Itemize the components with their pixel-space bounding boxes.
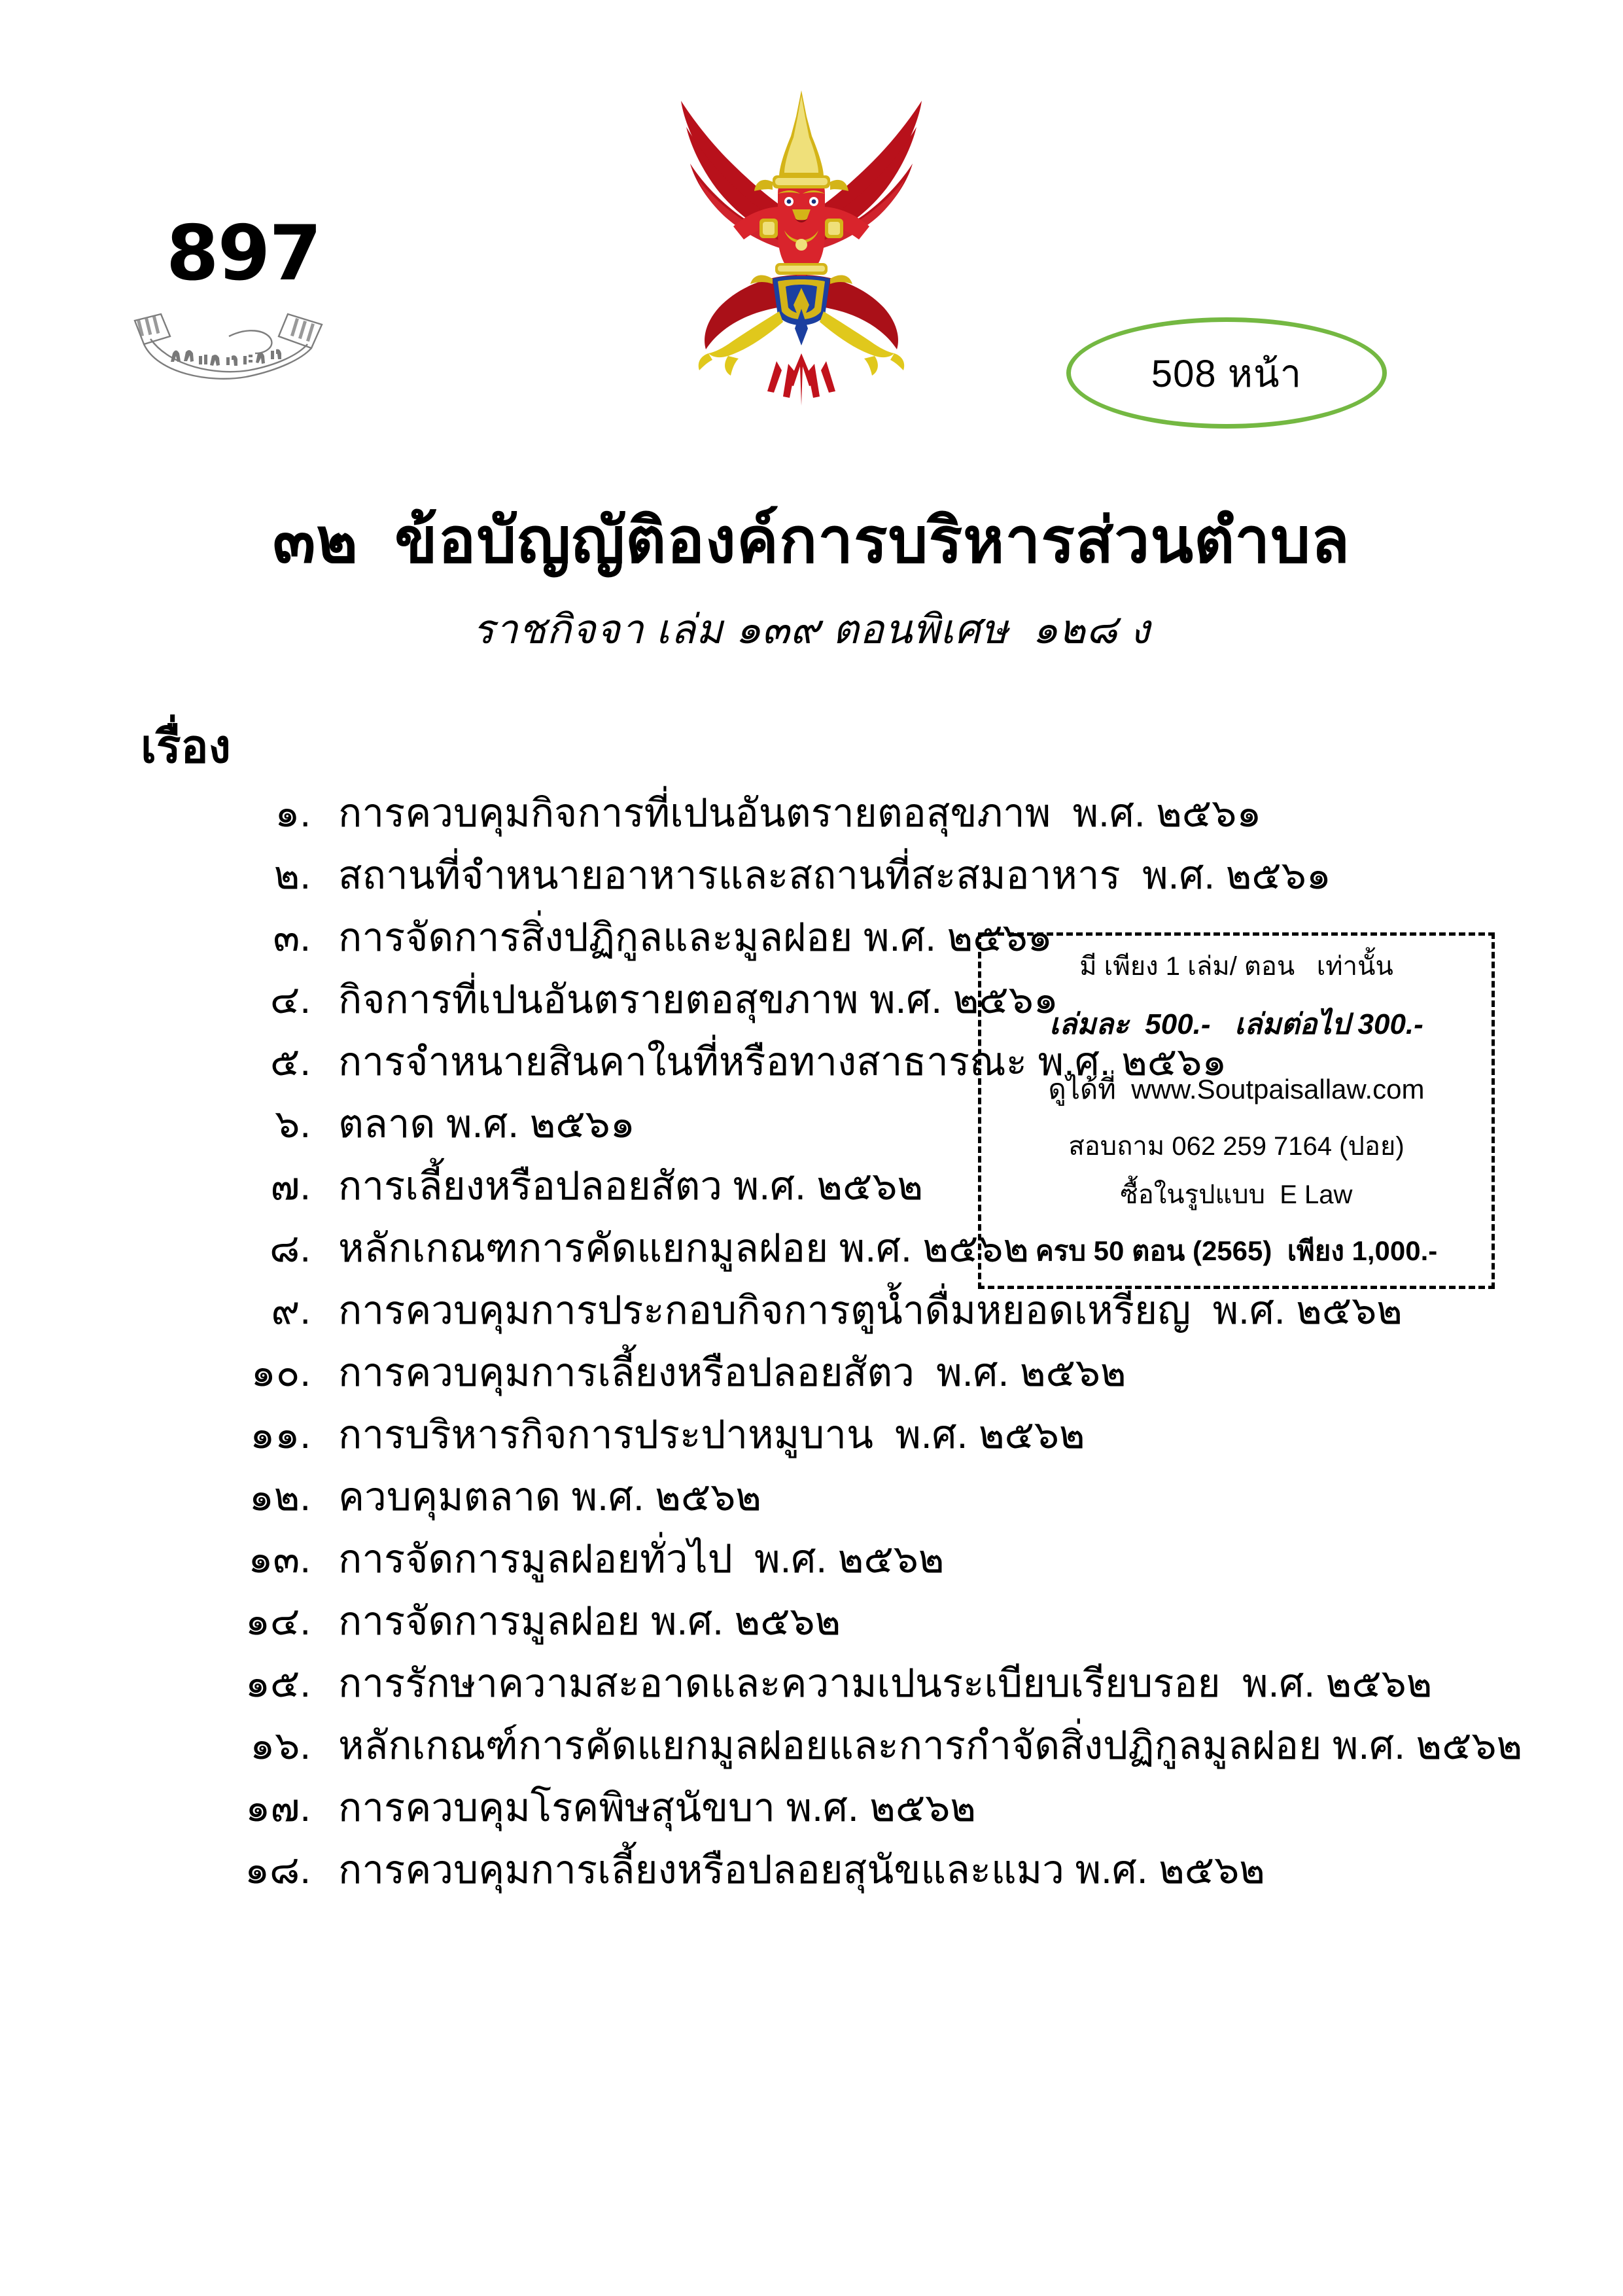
list-item-number: ๑๕.	[245, 1661, 311, 1705]
list-item	[157, 1776, 1439, 1839]
list-item-label: กิจการที่เปนอันตรายตอสุขภาพ พ.ศ. ๒๕๖๑	[338, 978, 1058, 1021]
list-item-number: ๑๒.	[249, 1475, 311, 1519]
list-item-label: การควบคุมการเลี้ยงหรือปลอยสุนัขและแมว พ.ศ. ๒๕๖๒	[338, 1848, 1265, 1892]
page-title: ๓๒ ข้อบัญญัติองค์การบริหารส่วนตำบล	[272, 506, 1351, 576]
list-item-label: หลักเกณฑ์การคัดแยกมูลฝอยและการกำจัดสิ่งปฏิกูลมูลฝอย พ.ศ. ๒๕๖๒	[338, 1723, 1523, 1767]
list-item-label: การจัดการสิ่งปฏิกูลและมูลฝอย พ.ศ. ๒๕๖๑	[338, 915, 1053, 959]
list-item-number: ๑.	[275, 791, 311, 835]
list-item-number: ๒.	[273, 853, 311, 897]
list-item-label: การควบคุมการประกอบกิจการตูน้ำดื่มหยอดเหรียญ พ.ศ. ๒๕๖๒	[338, 1288, 1403, 1332]
stock-number: 897	[166, 209, 321, 298]
list-item-label: การจำหนายสินคาในที่หรือทางสาธารณะ พ.ศ. ๒๕๖๑	[338, 1040, 1227, 1084]
list-item	[157, 782, 1439, 844]
list-item-number: ๓.	[273, 915, 311, 959]
list-item-number: ๘.	[270, 1226, 311, 1270]
list-item-number: ๖.	[275, 1102, 311, 1146]
list-item-number: ๕.	[270, 1040, 311, 1084]
promo-contact: สอบถาม 062 259 7164 (ปอย)	[1068, 1131, 1405, 1161]
list-item-number: ๑๑.	[250, 1413, 311, 1457]
list-item	[157, 1714, 1523, 1776]
list-item-number: ๑๘.	[244, 1848, 311, 1892]
list-item-label: สถานที่จำหนายอาหารและสถานที่สะสมอาหาร พ.ศ. ๒๕๖๑	[338, 853, 1331, 897]
list-item-label: การจัดการมูลฝอย พ.ศ. ๒๕๖๒	[338, 1599, 841, 1643]
list-item-label: หลักเกณฑการคัดแยกมูลฝอย พ.ศ. ๒๕๖๒	[338, 1226, 1030, 1270]
list-item-number: ๑๔.	[245, 1599, 311, 1643]
list-item-number: ๑๐.	[251, 1351, 311, 1394]
garuda-emblem-icon	[638, 79, 965, 445]
list-item	[157, 844, 1439, 906]
list-item-label: ควบคุมตลาด พ.ศ. ๒๕๖๒	[338, 1475, 761, 1519]
list-item-label: การควบคุมการเลี้ยงหรือปลอยสัตว พ.ศ. ๒๕๖๒	[338, 1351, 1126, 1394]
list-item-label: การบริหารกิจการประปาหมูบาน พ.ศ. ๒๕๖๒	[338, 1413, 1085, 1457]
list-item-number: ๔.	[270, 978, 311, 1021]
promo-website[interactable]: ดูได้ที่ www.Soutpaisallaw.com	[1048, 1074, 1425, 1105]
list-item-number: ๗.	[270, 1164, 311, 1208]
title-block	[0, 504, 1623, 662]
promo-availability: มี เพียง 1 เล่ม/ ตอน เท่านั้น	[1079, 952, 1393, 981]
list-item	[157, 1528, 1439, 1590]
list-item-label: การจัดการมูลฝอยทั่วไป พ.ศ. ๒๕๖๒	[338, 1537, 945, 1581]
list-item	[157, 1590, 1439, 1652]
list-item	[157, 1404, 1439, 1466]
list-item	[157, 1341, 1439, 1404]
page-count-label: 508 หน้า	[1151, 352, 1302, 395]
corner-mark	[131, 209, 347, 384]
list-item-label: การควบคุมกิจการที่เปนอันตรายตอสุขภาพ พ.ศ. ๒๕๖๑	[338, 791, 1262, 835]
list-item-number: ๑๗.	[245, 1786, 311, 1829]
ribbon-stamp-icon	[131, 310, 327, 381]
page-count-badge	[1066, 317, 1387, 429]
promo-format: ซื้อในรูปแบบ E Law	[1120, 1180, 1353, 1209]
list-item-label: การเลี้ยงหรือปลอยสัตว พ.ศ. ๒๕๖๒	[338, 1164, 924, 1208]
list-item-label: การควบคุมโรคพิษสุนัขบา พ.ศ. ๒๕๖๒	[338, 1786, 976, 1829]
promo-bundle: ครบ 50 ตอน (2565) เพียง 1,000.-	[1035, 1235, 1438, 1266]
promo-price: เล่มละ 500.- เล่มต่อไป 300.-	[1049, 1008, 1423, 1041]
page-subtitle: ราชกิจจา เล่ม ๑๓๙ ตอนพิเศษ ๑๒๘ ง	[472, 607, 1151, 653]
list-item-label: ตลาด พ.ศ. ๒๕๖๑	[338, 1102, 635, 1146]
list-item-number: ๙.	[271, 1288, 311, 1332]
list-item-number: ๑๓.	[248, 1537, 311, 1581]
section-heading: เรื่อง	[141, 721, 231, 772]
list-item-label: การรักษาความสะอาดและความเปนระเบียบเรียบรอย พ.ศ. ๒๕๖๒	[338, 1661, 1433, 1705]
promo-box	[978, 932, 1495, 1289]
list-item	[157, 1839, 1439, 1901]
list-item	[157, 1466, 1439, 1528]
list-item-number: ๑๖.	[250, 1723, 311, 1767]
list-item	[157, 1652, 1439, 1714]
